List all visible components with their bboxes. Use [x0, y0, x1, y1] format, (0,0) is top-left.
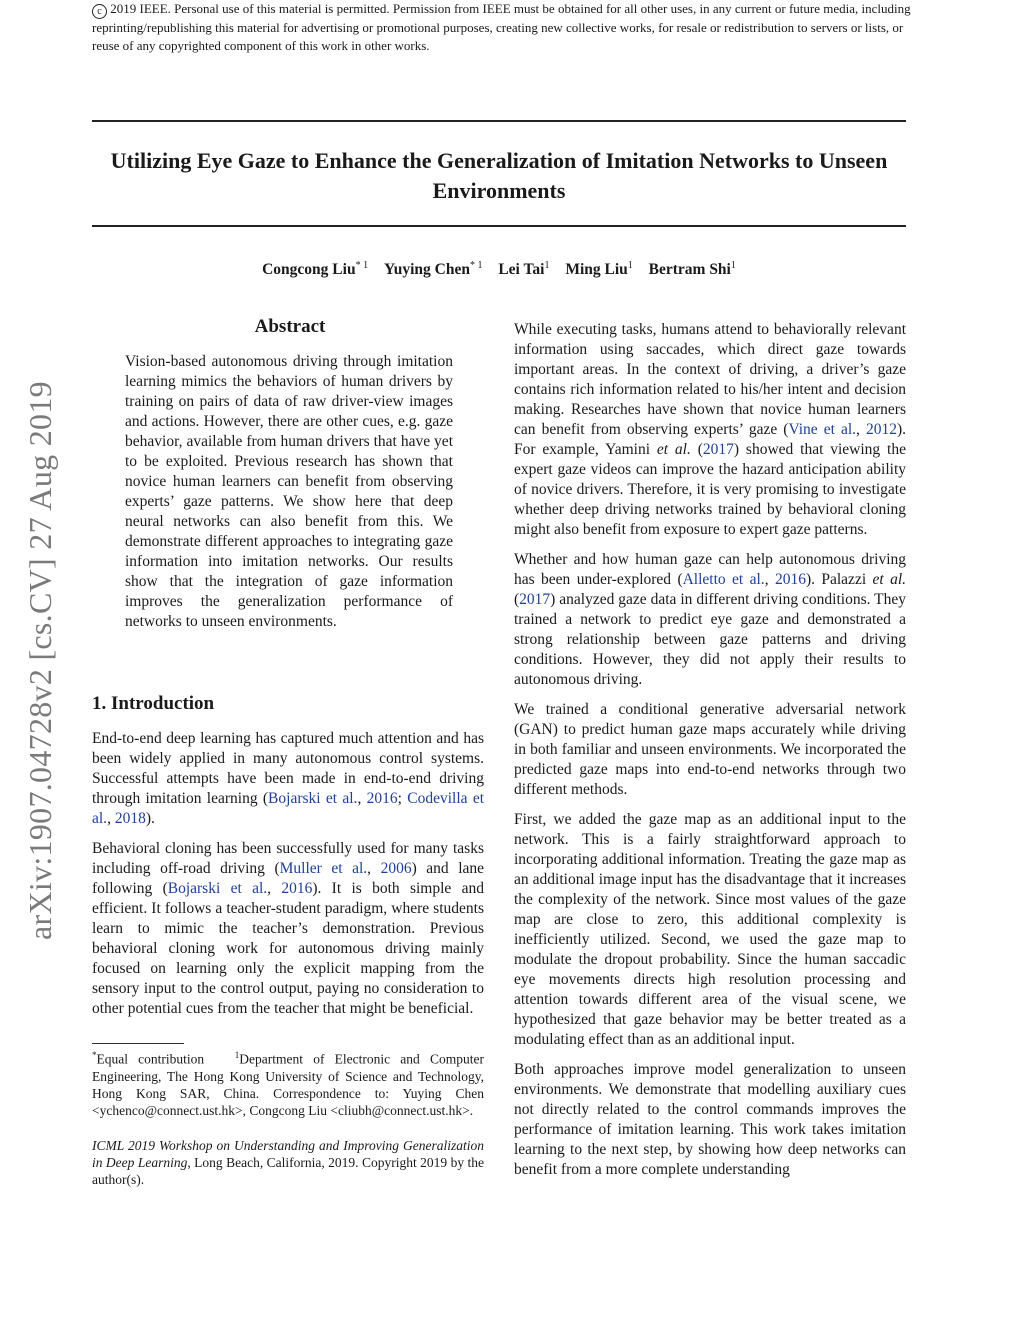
author: Lei Tai$^1$: [498, 260, 550, 279]
citation-link[interactable]: 2018: [114, 810, 146, 827]
author-affiliation-mark: * 1: [469, 260, 483, 271]
citation-link[interactable]: 2016: [774, 571, 806, 588]
author: Bertram Shi$^1$: [648, 260, 736, 279]
citation-link[interactable]: Bojarski et al.: [167, 880, 268, 897]
right-column-body: [514, 320, 906, 1190]
author: Ming Liu$^1$: [565, 260, 633, 279]
affiliation-footnote: *Equal contribution $^1$Department of Electronic and Computer Engineering, The Hong Kong University of Science and Technology, Hong Kong SAR, China. Correspondence to: Yuying Chen <ychenco@connect.ust.hk>, Congcong Liu <cliubh@connect.ust.hk>.: [92, 1050, 484, 1118]
body-paragraph: Both approaches improve model generalization to unseen environments. We demonstrate that modelling auxiliary cues not directly related to the control commands improves the performance of imitation learning. This work takes imitation learning to the next step, by showing how deep networks can benefit from a more complete understanding: [514, 1061, 906, 1178]
author: Congcong Liu$^{* 1}$: [262, 260, 369, 279]
citation-link[interactable]: 2017: [702, 441, 734, 458]
venue-footnote: ICML 2019 Workshop on Understanding and Improving Generalization in Deep Learning, Long Beach, California, 2019. Copyright 2019 by the author(s).: [92, 1137, 484, 1187]
citation-link[interactable]: Vine et al.: [788, 421, 857, 438]
citation-link[interactable]: Muller et al.: [279, 860, 368, 877]
body-paragraph: First, we added the gaze map as an additional input to the network. This is a fairly straightforward approach to incorporating additional information. Treating the gaze map as an additional image input has the disadvantage that it increases the complexity of the network. Since most values of the gaze map are close to zero, this additional complexity is inefficiently utilized. Second, we used the gaze map to modulate the dropout probability. Since the human saccadic eye movements directs high resolution processing and attention towards different area of the visual scene, we hypothesized that gaze behavior may be better treated as a modulating effect than as an additional input.: [514, 811, 906, 1048]
intro-paragraph: End-to-end deep learning has captured much attention and has been widely applied in many autonomous control systems. Successful attempts have been made in end-to-end driving through imitation learning (Bojarski et al., 2016; Codevilla et al., 2018).: [92, 730, 485, 827]
introduction-heading: 1. Introduction: [92, 693, 215, 714]
copyright-text: 2019 IEEE. Personal use of this material is permitted. Permission from IEEE must be obtained for all other uses, in any current or future media, including reprinting/republishing this material for advertising or promotional purposes, creating new collective works, for resale or redistribution to servers or lists, or reuse of any copyrighted component of this work in other works.: [92, 1, 911, 53]
paper-title: Utilizing Eye Gaze to Enhance the Generalization of Imitation Networks to Unseen Environments: [110, 148, 888, 203]
citation-link[interactable]: 2016: [366, 790, 398, 807]
intro-paragraph: Behavioral cloning has been successfully used for many tasks including off-road driving (Muller et al., 2006) and lane following (Bojarski et al., 2016). It is both simple and efficient. It follows a teacher-student paradigm, where students learn to mimic the teacher’s demonstration. Previous behavioral cloning work for autonomous driving mainly focused on learning only the explicit mapping from the sensory input to the control output, paying no consideration to other potential cues from the teacher that might be beneficial.: [92, 840, 485, 1017]
body-paragraph: We trained a conditional generative adversarial network (GAN) to predict human gaze maps accurately while driving in both familiar and unseen environments. We incorporated the predicted gaze maps into end-to-end networks through two different methods.: [514, 701, 906, 798]
author-list: [92, 260, 906, 279]
abstract-heading: Abstract: [254, 316, 326, 337]
body-paragraph: While executing tasks, humans attend to behaviorally relevant information using saccades, which direct gaze towards important areas. In the context of driving, a driver’s gaze contains rich information related to his/her intent and decision making. Researches have shown that novice human learners can benefit from observing experts’ gaze (Vine et al., 2012). For example, Yamini et al. (2017) showed that viewing the expert gaze videos can improve the hazard anticipation ability of novice drivers. Therefore, it is very promising to investigate whether deep driving networks trained by behavioral cloning might also benefit from exposure to expert gaze patterns.: [514, 321, 907, 538]
citation-link[interactable]: Alletto et al.: [682, 571, 765, 588]
author: Yuying Chen$^{* 1}$: [383, 260, 483, 279]
footnote-rule: [92, 1043, 184, 1044]
footnote: [92, 1047, 484, 1206]
author-affiliation-mark: 1: [627, 260, 633, 271]
abstract-text: Vision-based autonomous driving through imitation learning mimics the behaviors of human drivers by training on pairs of data of raw driver-view images and actions. However, there are other cues, e.g. gaze behavior, available from human drivers that have yet to be exploited. Previous research has shown that novice human learners can benefit from observing experts’ gaze patterns. We show here that deep neural networks can also benefit from this. We demonstrate different approaches to integrating gaze information into imitation networks. Our results show that the integration of gaze information improves the generalization performance of networks to unseen environments.: [125, 353, 453, 630]
arxiv-identifier: arXiv:1907.04728v2 [cs.CV] 27 Aug 2019: [22, 381, 58, 940]
copyright-symbol: c: [92, 4, 107, 19]
author-affiliation-mark: 1: [730, 260, 736, 271]
copyright-notice: [92, 0, 914, 55]
title-top-rule: [92, 120, 906, 122]
citation-link[interactable]: 2006: [380, 860, 412, 877]
citation-link[interactable]: 2016: [281, 880, 313, 897]
citation-link[interactable]: Codevilla et al.: [92, 790, 485, 827]
author-affiliation-mark: * 1: [355, 260, 369, 271]
citation-link[interactable]: 2012: [865, 421, 897, 438]
citation-link[interactable]: Bojarski et al.: [268, 790, 358, 807]
title-bottom-rule: [92, 225, 906, 227]
left-column-body: [92, 729, 484, 1029]
author-affiliation-mark: 1: [544, 260, 550, 271]
body-paragraph: Whether and how human gaze can help autonomous driving has been under-explored (Alletto et al., 2016). Palazzi et al. (2017) analyzed gaze data in different driving conditions. They trained a network to predict eye gaze and demonstrated a strong relationship between gaze patterns and driving conditions. However, they did not apply their results to autonomous driving.: [514, 551, 907, 688]
citation-link[interactable]: 2017: [519, 591, 551, 608]
